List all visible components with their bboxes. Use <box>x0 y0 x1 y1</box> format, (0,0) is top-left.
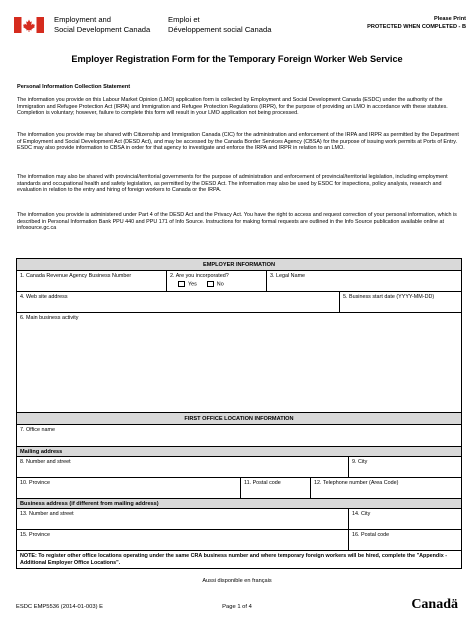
please-print-label: Please Print <box>433 16 466 22</box>
business-city-field[interactable] <box>349 509 461 529</box>
option-label: No <box>216 281 224 288</box>
department-name-en <box>54 15 150 34</box>
mailing-address-heading: Mailing address <box>17 447 461 456</box>
business-street-field[interactable] <box>17 509 349 529</box>
main-business-activity-field[interactable] <box>17 313 461 412</box>
field-label: 10. Province <box>20 480 50 486</box>
mailing-province-field[interactable] <box>17 478 241 498</box>
business-start-date-field[interactable] <box>340 292 461 312</box>
form-row <box>17 499 461 509</box>
page-number: Page 1 of 4 <box>222 604 252 610</box>
field-label: 12. Telephone number (Area Code) <box>314 480 399 486</box>
department-name-fr <box>168 15 271 34</box>
field-label: 4. Web site address <box>20 294 68 300</box>
form-title: Employer Registration Form for the Temporary Foreign Worker Web Service <box>71 54 403 64</box>
mailing-street-field[interactable] <box>17 457 349 477</box>
dept-en-line2: Social Development Canada <box>54 24 151 34</box>
protected-label: PROTECTED WHEN COMPLETED - B <box>367 24 466 30</box>
protected-notice <box>367 15 466 31</box>
cra-business-number-field[interactable] <box>17 271 167 291</box>
form-row <box>17 457 461 478</box>
legal-name-field[interactable] <box>267 271 461 291</box>
business-postal-code-field[interactable] <box>349 530 461 550</box>
dept-fr-line1: Emploi et <box>168 15 200 24</box>
option-label: Yes <box>188 281 197 288</box>
field-label: 15. Province <box>20 532 50 538</box>
field-label: 16. Postal code <box>352 532 390 538</box>
form-row <box>17 292 461 313</box>
checkbox-icon[interactable] <box>178 281 185 287</box>
form-code: ESDC EMP5536 (2014-01-003) E <box>16 604 103 610</box>
form-row <box>17 313 461 413</box>
statement-paragraph: The information you provide on this Labour Market Opinion (LMO) application form is collected by Employment and Social Development Canada (ESDC) under the authority of the Immigration and Refugee Protection Act (IRPA) and Immigration and Refugee Protection Regulations (IRPR), for the purpose of providing an LMO in accordance with these statutes. Completion is voluntary; however, failure to complete this form will result in your LMO application not being processed. <box>17 97 448 117</box>
telephone-field[interactable] <box>311 478 461 498</box>
office-name-field[interactable] <box>17 425 461 446</box>
canada-flag-icon <box>14 17 44 33</box>
first-office-heading: FIRST OFFICE LOCATION INFORMATION <box>17 413 461 424</box>
incorporated-no-option[interactable] <box>207 281 224 287</box>
business-province-field[interactable] <box>17 530 349 550</box>
form-row <box>17 413 461 425</box>
additional-locations-note: NOTE: To register other office locations operating under the same CRA business number and where temporary foreign workers will be hired, complete the "Appendix - Additional Employer Office Locations". <box>20 553 447 566</box>
form-row <box>17 509 461 530</box>
available-in-french: Aussi disponible en français <box>202 578 272 584</box>
form-row <box>17 425 461 447</box>
statement-paragraph: The information you provide may be shared with Citizenship and Immigration Canada (CIC) for the administration and enforcement of the IRPA and IRPR as permitted by the Department of Employment and Social Development Act (DESD Act), and may be accessed by the Canada Border Services Agency (CBSA) for the purpose of issuing work permits at Ports of Entry. ESDC may also provide information to CBSA in order for that agency to investigate and enforce the IRPA and IRPR in relation to an LMO. <box>17 132 459 152</box>
mailing-city-field[interactable] <box>349 457 461 477</box>
field-label: 7. Office name <box>20 427 55 433</box>
employer-info-heading: EMPLOYER INFORMATION <box>17 259 461 270</box>
field-label: 8. Number and street <box>20 459 71 465</box>
form-row <box>17 478 461 499</box>
page-header <box>14 13 466 43</box>
canada-wordmark: Canadä <box>411 597 458 612</box>
business-address-heading: Business address (if different from mailing address) <box>17 499 461 508</box>
field-label: 9. City <box>352 459 368 465</box>
form-row <box>17 530 461 551</box>
field-label: 6. Main business activity <box>20 315 79 321</box>
statement-paragraph: The information may also be shared with provincial/territorial governments for the purpose of administration and enforcement of provincial/territorial legislation, including employment standards and occupational health and safety legislation, as permitted by the DESD Act. The information may also be used by ESDC for inspections, policy analysis, research and evaluation in relation to the entry and hiring of foreign workers to Canada or the IRPA. <box>17 174 448 194</box>
website-field[interactable] <box>17 292 340 312</box>
field-label: 14. City <box>352 511 371 517</box>
incorporated-yes-option[interactable] <box>178 281 197 287</box>
dept-en-line1: Employment and <box>54 15 111 24</box>
incorporated-field <box>167 271 267 291</box>
field-label: 13. Number and street <box>20 511 74 517</box>
form-row <box>17 447 461 457</box>
dept-fr-line2: Développement social Canada <box>168 24 272 34</box>
field-label: 3. Legal Name <box>270 273 306 279</box>
form-row <box>17 271 461 292</box>
mailing-postal-code-field[interactable] <box>241 478 311 498</box>
employer-form <box>16 258 462 569</box>
form-row <box>17 551 461 568</box>
form-row <box>17 259 461 271</box>
statement-paragraph: The information you provide is administered under Part 4 of the DESD Act and the Privacy Act. You have the right to access and request correction of your personal information, which is described in Personal Information Bank PPU 440 and PPU 171 of Info Source. Instructions for making formal requests are outlined in the Info Source publication available online at infosource.gc.ca <box>17 212 457 232</box>
checkbox-icon[interactable] <box>207 281 214 287</box>
field-label: 11. Postal code <box>244 480 281 486</box>
statement-heading: Personal Information Collection Statement <box>17 84 131 90</box>
field-label: 2. Are you incorporated? <box>170 273 229 279</box>
field-label: 1. Canada Revenue Agency Business Number <box>20 273 132 279</box>
field-label: 5. Business start date (YYYY-MM-DD) <box>343 294 435 300</box>
